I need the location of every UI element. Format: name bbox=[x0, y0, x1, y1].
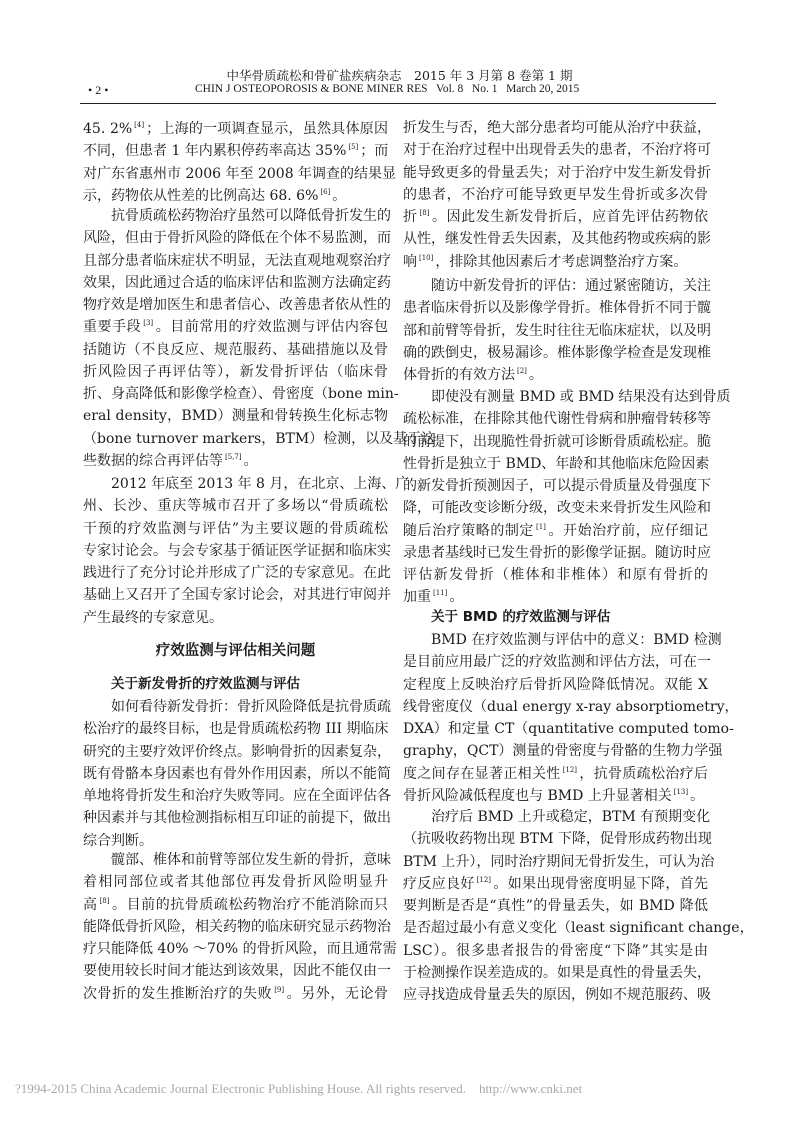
text-line bbox=[403, 364, 708, 386]
text-line bbox=[83, 495, 388, 517]
text-line bbox=[83, 140, 388, 162]
text-line bbox=[403, 520, 708, 542]
paragraph bbox=[83, 118, 397, 207]
text-line bbox=[83, 272, 391, 294]
line-text: eral density，BMD）测量和骨转换生化标志物 bbox=[83, 408, 388, 425]
text-line bbox=[83, 383, 399, 405]
line-text: 治疗后 BMD 上升或稳定，BTM 有预期变化 bbox=[431, 809, 711, 825]
text-line bbox=[83, 871, 388, 893]
line-text: 从性，继发性骨丢失因素，及其他药物或疾病的影 bbox=[403, 231, 711, 248]
line-text: 种因素并与其他检测指标相互印证的前提下，做出 bbox=[83, 810, 391, 827]
line-text: 践进行了充分讨论并形成了广泛的专家意见。在此 bbox=[83, 565, 391, 581]
text-line bbox=[403, 873, 708, 895]
citation-ref: [13] bbox=[673, 787, 689, 796]
text-line bbox=[403, 184, 708, 206]
paragraph bbox=[403, 275, 711, 386]
citation-ref: [10] bbox=[419, 253, 434, 262]
text-line bbox=[403, 806, 711, 828]
paragraph bbox=[403, 117, 711, 273]
line-text: 些数据的综合再评估等 bbox=[83, 452, 223, 469]
line-text: 。因此发生新发骨折后，应首先评估药物依 bbox=[431, 209, 709, 225]
text-line bbox=[403, 895, 708, 917]
citation-ref: [12] bbox=[562, 765, 578, 774]
citation-ref: [12] bbox=[476, 875, 492, 884]
text-line bbox=[403, 763, 708, 785]
line-text: 风险，但由于骨折风险的降低在个体不易监测，而 bbox=[83, 230, 391, 247]
line-text: 疗反应良好 bbox=[403, 875, 475, 892]
text-line bbox=[83, 227, 391, 249]
line-text: 部和前臂等骨折，发生时往往无临床症状，以及明 bbox=[403, 322, 711, 339]
line-text: 抗骨质疏松药物治疗虽然可以降低骨折发生的 bbox=[111, 208, 391, 224]
line-text: 。开始治疗前，应仔细记 bbox=[547, 522, 709, 539]
line-text: 次骨折的发生推断治疗的失败 bbox=[83, 985, 273, 1002]
text-line bbox=[83, 205, 391, 227]
line-text: 折发生与否，绝大部分患者均可能从治疗中获益， bbox=[403, 120, 711, 136]
citation-ref: [6] bbox=[320, 187, 331, 196]
text-line bbox=[403, 740, 723, 762]
line-text: 定程度上反映治疗后骨折风险降低情况。双能 X bbox=[403, 676, 708, 693]
line-text: BMD 在疗效监测与评估中的意义：BMD 检测 bbox=[431, 632, 722, 648]
line-text: 能导致更多的骨量丢失；对于治疗中发生新发骨折 bbox=[403, 164, 711, 181]
line-text: BTM 上升），同时治疗期间无骨折发生，可认为治 bbox=[403, 853, 715, 870]
citation-ref: [5,7] bbox=[225, 452, 242, 461]
text-line bbox=[403, 785, 708, 807]
section-heading: 疗效监测与评估相关问题 bbox=[155, 643, 316, 659]
line-text: 于检测操作误差造成的。如果是真性的骨量丢失， bbox=[403, 964, 711, 981]
line-text: 既有骨骼本身因素也有骨外作用因素，所以不能简 bbox=[83, 765, 391, 782]
line-text: 重要手段 bbox=[83, 319, 142, 336]
copyright-footer: ?1994-2015 China Academic Journal Electronic Publishing House. All rights reserved. http://www.cnki.net bbox=[15, 1081, 583, 1096]
line-text: 单地将骨折发生和治疗失败等同。应在全面评估各 bbox=[83, 788, 391, 804]
text-line bbox=[403, 497, 711, 519]
paragraph bbox=[403, 386, 731, 609]
text-line bbox=[83, 294, 391, 316]
text-line bbox=[83, 361, 388, 383]
text-line bbox=[403, 275, 711, 297]
text-line bbox=[83, 894, 388, 916]
line-text: 专家讨论会。与会专家基于循证医学证据和临床实 bbox=[83, 542, 391, 559]
paragraph bbox=[403, 629, 739, 807]
line-text: 不同，但患者 1 年内累积停药率高达 35% bbox=[83, 143, 347, 160]
line-text: 能降低骨折风险，相关药物的临床研究显示药物治 bbox=[83, 918, 391, 935]
text-line bbox=[403, 408, 711, 430]
text-line bbox=[83, 450, 388, 472]
line-text: 折 bbox=[403, 209, 418, 225]
line-text: 。 bbox=[690, 787, 705, 804]
citation-ref: [2] bbox=[517, 367, 527, 375]
text-line bbox=[403, 206, 708, 228]
text-line bbox=[83, 741, 391, 763]
line-text: 物疗效是增加医生和患者信心、改善患者依从性的 bbox=[83, 297, 391, 313]
line-text: 降，可能改变诊断分级，改变未来骨折发生风险和 bbox=[403, 500, 711, 517]
citation-ref: [1] bbox=[536, 522, 546, 531]
text-line bbox=[403, 940, 708, 962]
line-text: 。如果出现骨密度明显下降，首先 bbox=[493, 875, 708, 892]
line-text: 随访中新发骨折的评估：通过紧密随访，关注 bbox=[431, 278, 711, 294]
line-text: 折、身高降低和影像学检查）、骨密度（bone min- bbox=[83, 386, 399, 402]
line-text: 45. 2% bbox=[83, 121, 133, 137]
line-text: 疏松标准，在排除其他代谢性骨病和肿瘤骨转移等 bbox=[403, 411, 711, 428]
line-text: 效果，因此通过合适的临床评估和监测方法确定药 bbox=[83, 274, 391, 291]
line-text: 的新发骨折预测因子，可以提示骨质量及骨强度下 bbox=[403, 478, 711, 494]
text-line bbox=[403, 162, 711, 184]
line-text: 是否超过最小有意义变化（least significant change， bbox=[403, 920, 754, 937]
line-text: （bone turnover markers，BTM）检测，以及基于这 bbox=[83, 430, 436, 447]
line-text: 干预的疗效监测与评估”为主要议题的骨质疏松 bbox=[83, 520, 388, 537]
line-text: 折风险因子再评估等），新发骨折评估（临床骨 bbox=[83, 363, 388, 380]
line-text: 。 bbox=[449, 589, 464, 606]
text-line bbox=[83, 607, 388, 629]
line-text: （抗吸收药物出现 BTM 下降，促骨形成药物出现 bbox=[403, 831, 712, 848]
text-line bbox=[83, 540, 391, 562]
line-text: 。 bbox=[332, 187, 347, 204]
line-text: graphy，QCT）测量的骨密度与骨骼的生物力学强 bbox=[403, 743, 723, 760]
text-line bbox=[403, 139, 711, 161]
subsection-heading: 关于 BMD 的疗效监测与评估 bbox=[431, 609, 611, 625]
text-line bbox=[83, 785, 391, 807]
line-text: 骨折风险减低程度也与 BMD 上升显著相关 bbox=[403, 787, 672, 804]
text-line bbox=[403, 674, 708, 696]
line-text: 且部分患者临床症状不明显，无法直观地观察治疗 bbox=[83, 252, 391, 269]
text-line bbox=[83, 849, 391, 871]
citation-ref: [5] bbox=[348, 143, 359, 152]
text-line bbox=[403, 696, 739, 718]
line-text: 患者临床骨折以及影像学骨折。椎体骨折不同于髋 bbox=[403, 300, 711, 317]
line-text: 度之间存在显著正相关性 bbox=[403, 765, 561, 782]
text-line bbox=[403, 228, 711, 250]
line-text: 线骨密度仪（dual energy x-ray absorptiometry， bbox=[403, 698, 739, 715]
text-line bbox=[403, 962, 711, 984]
citation-ref: [4] bbox=[134, 121, 145, 129]
line-text: 录患者基线时已发生骨折的影像学证据。随访时应 bbox=[403, 544, 711, 561]
text-line bbox=[83, 807, 391, 829]
line-text: 体骨折的有效方法 bbox=[403, 367, 515, 383]
line-text: 的前提下，出现脆性骨折就可诊断骨质疏松症。脆 bbox=[403, 433, 711, 450]
line-text: 综合判断。 bbox=[83, 832, 153, 849]
text-line bbox=[83, 916, 391, 938]
line-text: 基础上又召开了全国专家讨论会，对其进行审阅并 bbox=[83, 587, 391, 604]
subsection-heading: 关于新发骨折的疗效监测与评估 bbox=[111, 676, 300, 692]
journal-title-en: CHIN J OSTEOPOROSIS & BONE MINER RES Vol. 8 No. 1 March 20, 2015 bbox=[195, 83, 580, 95]
journal-title-cn: 中华骨质疏松和骨矿盐疾病杂志 2015 年 3 月第 8 卷第 1 期 bbox=[226, 68, 573, 83]
line-text: 括随访（不良反应、规范服药、基础措施以及骨 bbox=[83, 341, 388, 358]
line-text: 对广东省惠州市 2006 年至 2008 年调查的结果显 bbox=[83, 165, 397, 182]
line-text: 。目前常用的疗效监测与评估内容包 bbox=[155, 319, 389, 336]
line-text: ；而 bbox=[360, 143, 389, 160]
line-text: 要使用较长时间才能达到该效果，因此不能仅由一 bbox=[83, 963, 391, 980]
text-line bbox=[83, 696, 391, 718]
text-line bbox=[403, 320, 711, 342]
text-line bbox=[83, 185, 388, 207]
line-text: 确的跌倒史，极易漏诊。椎体影像学检查是发现椎 bbox=[403, 344, 711, 361]
text-line bbox=[403, 564, 708, 586]
text-line bbox=[83, 405, 388, 427]
line-text: ，抗骨质疏松治疗后 bbox=[579, 765, 709, 782]
line-text: 疗只能降低 40% ～70% 的骨折风险，而且通常需 bbox=[83, 941, 397, 957]
line-text: 对于在治疗过程中出现骨丢失的患者，不治疗将可 bbox=[403, 142, 711, 159]
text-line bbox=[83, 938, 397, 960]
line-text: ；上海的一项调查显示，虽然具体原因 bbox=[146, 121, 388, 137]
line-text: 。目前的抗骨质疏松药物治疗不能消除而只 bbox=[111, 896, 389, 913]
citation-ref: [8] bbox=[99, 896, 110, 905]
text-line bbox=[403, 475, 711, 497]
line-text: ，排除其他因素后才考虑调整治疗方案。 bbox=[435, 253, 688, 270]
line-text: 的患者，不治疗可能导致更早发生骨折或多次骨 bbox=[403, 186, 708, 203]
text-line bbox=[403, 342, 711, 364]
line-text: 高 bbox=[83, 896, 98, 913]
text-line bbox=[403, 297, 711, 319]
line-text: 要判断是否是“真性”的骨量丢失，如 BMD 降低 bbox=[403, 898, 708, 914]
text-line bbox=[83, 584, 391, 606]
citation-ref: [8] bbox=[419, 209, 430, 217]
text-line bbox=[83, 983, 388, 1005]
text-line bbox=[83, 118, 388, 140]
line-text: 产生最终的专家意见。 bbox=[83, 609, 223, 626]
page-number: • 2 • bbox=[88, 83, 109, 97]
text-line bbox=[403, 542, 711, 564]
text-line bbox=[83, 163, 397, 185]
line-text: 。 bbox=[528, 367, 543, 383]
text-line bbox=[83, 763, 391, 785]
text-line bbox=[83, 518, 388, 540]
line-text: 。另外，无论骨 bbox=[286, 985, 389, 1002]
line-text: 随后治疗策略的制定 bbox=[403, 522, 534, 539]
text-line bbox=[403, 629, 722, 651]
line-text: 髋部、椎体和前臂等部位发生新的骨折，意味 bbox=[111, 852, 391, 868]
line-text: 加重 bbox=[403, 589, 431, 606]
text-line bbox=[403, 651, 711, 673]
text-line bbox=[83, 718, 388, 740]
line-text: 如何看待新发骨折：骨折风险降低是抗骨质疏 bbox=[111, 699, 391, 715]
line-text: 。 bbox=[243, 452, 258, 469]
text-line bbox=[83, 250, 391, 272]
line-text: 研究的主要疗效评价终点。影响骨折的因素复杂， bbox=[83, 743, 391, 760]
line-text: 评估新发骨折（椎体和非椎体）和原有骨折的 bbox=[403, 567, 708, 583]
text-line bbox=[403, 984, 711, 1006]
citation-ref: [3] bbox=[143, 319, 154, 328]
line-text: 松治疗的最终目标，也是骨质疏松药物 III 期临床 bbox=[83, 721, 389, 738]
paragraph bbox=[83, 849, 397, 1005]
text-line bbox=[403, 828, 712, 850]
line-text: 响 bbox=[403, 253, 417, 270]
paragraph bbox=[83, 473, 410, 629]
line-text: 应寻找造成骨量丢失的原因，例如不规范服药、吸 bbox=[403, 987, 711, 1003]
paragraph bbox=[83, 696, 391, 852]
text-line bbox=[83, 316, 388, 338]
text-line bbox=[83, 562, 391, 584]
text-line bbox=[83, 960, 391, 982]
text-line bbox=[83, 473, 410, 495]
line-text: 州、长沙、重庆等城市召开了多场以“骨质疏松 bbox=[83, 498, 388, 515]
text-line bbox=[403, 917, 754, 939]
line-text: LSC）。很多患者报告的骨密度“下降”其实是由 bbox=[403, 942, 708, 959]
text-line bbox=[403, 386, 731, 408]
citation-ref: [9] bbox=[274, 985, 285, 994]
line-text: 着相同部位或者其他部位再发骨折风险明显升 bbox=[83, 874, 388, 891]
text-line bbox=[403, 718, 734, 740]
text-line bbox=[403, 851, 715, 873]
line-text: 是目前应用最广泛的疗效监测和评估方法，可在一 bbox=[403, 654, 711, 671]
header-rule bbox=[80, 103, 716, 104]
paragraph bbox=[403, 806, 754, 1006]
text-line bbox=[403, 251, 708, 273]
text-line bbox=[83, 428, 436, 450]
text-line bbox=[403, 431, 711, 453]
line-text: DXA）和定量 CT（quantitative computed tomo- bbox=[403, 721, 734, 737]
citation-ref: [11] bbox=[433, 589, 448, 598]
line-text: 2012 年底至 2013 年 8 月，在北京、上海、广 bbox=[111, 476, 410, 492]
line-text: 即使没有测量 BMD 或 BMD 结果没有达到骨质 bbox=[431, 389, 731, 405]
text-line bbox=[403, 453, 708, 475]
text-line bbox=[83, 339, 388, 361]
line-text: 性骨折是独立于 BMD、年龄和其他临床危险因素 bbox=[403, 455, 710, 472]
text-line bbox=[403, 117, 711, 139]
line-text: 示，药物依从性差的比例高达 68. 6% bbox=[83, 187, 319, 204]
